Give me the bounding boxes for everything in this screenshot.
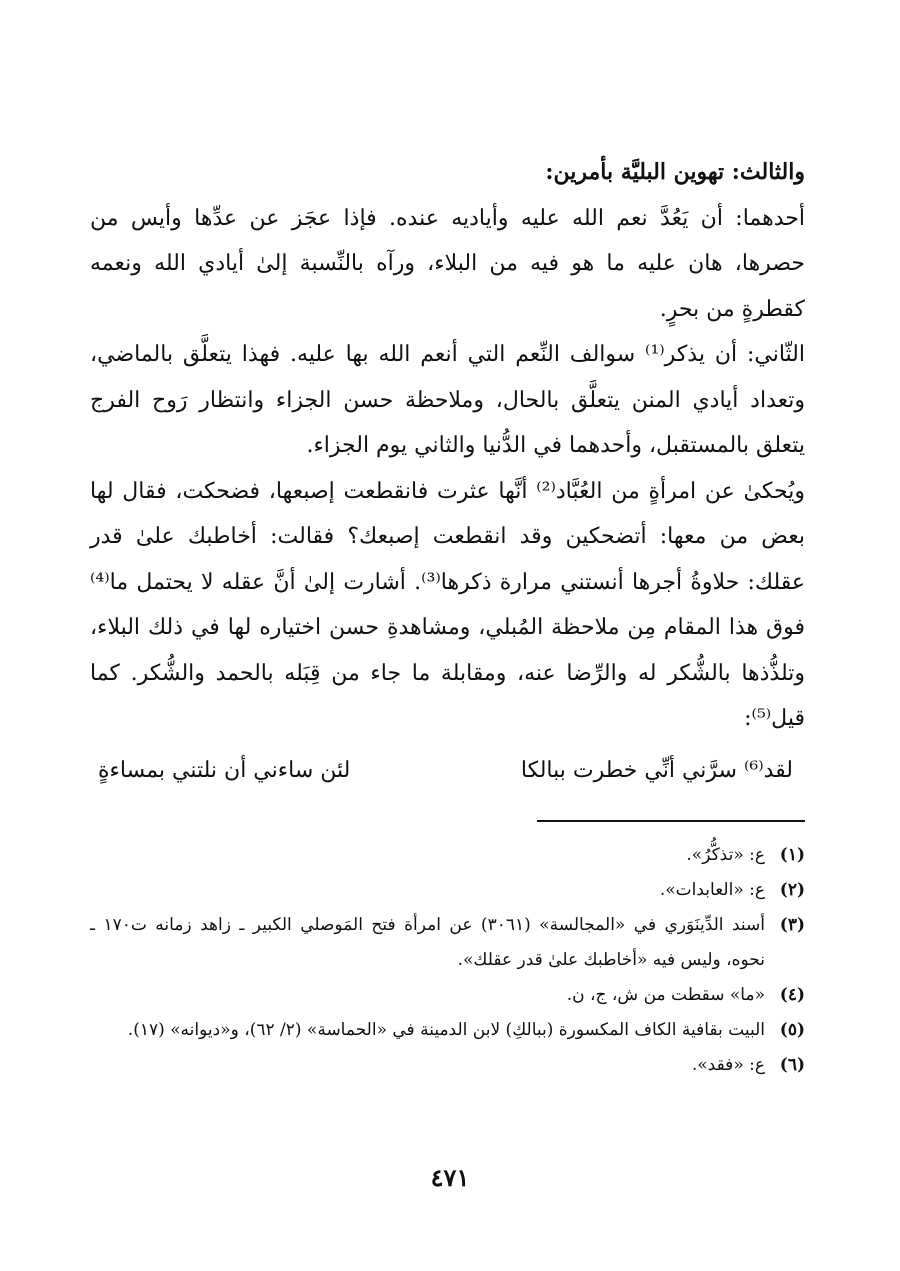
footnote-text: ع: «العابدات». bbox=[659, 880, 765, 900]
footnote-number: (٣) bbox=[779, 915, 805, 935]
page-content bbox=[90, 150, 805, 794]
footnote-number: (٦) bbox=[779, 1055, 805, 1075]
footnote-text: ع: «فقد». bbox=[691, 1055, 765, 1075]
footnote-text: البيت بقافية الكاف المكسورة (ببالكِ) لابن الدمينة في «الحماسة» (٢/ ٦٢)، و«ديوانه» (١٧). bbox=[127, 1020, 765, 1040]
footnote-text: «ما» سقطت من ش، ج، ن. bbox=[566, 985, 765, 1005]
footnote-text: ع: «تذكُّرُ». bbox=[686, 845, 765, 865]
footnote-number: (٥) bbox=[779, 1020, 805, 1040]
footnote-divider bbox=[537, 820, 805, 822]
page-number: ٤٧١ bbox=[430, 1163, 470, 1192]
paragraph-2: الثّاني: أن يذكر⁽¹⁾ سوالف النِّعم التي أنعم الله بها عليه. فهذا يتعلَّق بالماضي، وتعداد أيادي المنن يتعلَّق بالحال، وملاحظة حسن الجزاء وانتظار رَوح الفرج يتعلق بالمستقبل، وأحدهما في الدُّنيا والثاني يوم الجزاء. bbox=[90, 342, 805, 458]
footnote-item bbox=[90, 978, 805, 1013]
footnote-number: (١) bbox=[779, 845, 805, 865]
paragraph-1: أحدهما: أن يَعُدَّ نعم الله عليه وأياديه عنده. فإذا عجَز عن عدِّها وأيس من حصرها، هان عليه ما هو فيه من البلاء، ورآه بالنِّسبة إلىٰ أيادي الله ونعمه كقطرةٍ من بحرٍ. bbox=[90, 205, 805, 322]
footnote-number: (٢) bbox=[779, 880, 805, 900]
poetry-verse bbox=[90, 748, 805, 794]
paragraph-3: ويُحكىٰ عن امرأةٍ من العُبَّاد⁽²⁾ أنَّها عثرت فانقطعت إصبعها، فضحكت، فقال لها بعض من معها: أتضحكين وقد انقطعت إصبعك؟ فقالت: أخاطبك علىٰ قدر عقلك: حلاوةُ أجرها أنستني مرارة ذكرها⁽³⁾. أشارت إلىٰ أنَّ عقله لا يحتمل ما⁽⁴⁾ فوق هذا المقام مِن ملاحظة المُبلي، ومشاهدةِ حسن اختياره لها في ذلك البلاء، وتلذُّذها بالشُّكر له والرِّضا عنه، ومقابلة ما جاء من قِبَله بالحمد والشُّكر. كما قيل⁽⁵⁾: bbox=[90, 478, 805, 731]
verse-second-hemistich: لئن ساءني أن نلتني بمساءةٍ bbox=[98, 757, 351, 783]
verse-first-hemistich: لقد⁽⁶⁾ سرَّني أنِّي خطرت ببالكا bbox=[520, 757, 793, 783]
footnote-item bbox=[90, 873, 805, 908]
footnotes bbox=[90, 838, 805, 1083]
footnote-number: (٤) bbox=[779, 985, 805, 1005]
footnote-item bbox=[90, 908, 805, 978]
footnote-item bbox=[90, 1013, 805, 1048]
footnote-item bbox=[90, 838, 805, 873]
footnote-item bbox=[90, 1048, 805, 1083]
footnote-text: أسند الدِّينَوَري في «المجالسة» (٣٠٦١) عن امرأة فتح المَوصلي الكبير ـ زاهد زمانه ت١٧٠ ـ نحوه، وليس فيه «أخاطبك علىٰ قدر عقلك». bbox=[90, 915, 765, 970]
main-text bbox=[90, 150, 805, 742]
section-heading: والثالث: تهوين البليَّة بأمرين: bbox=[545, 159, 805, 185]
